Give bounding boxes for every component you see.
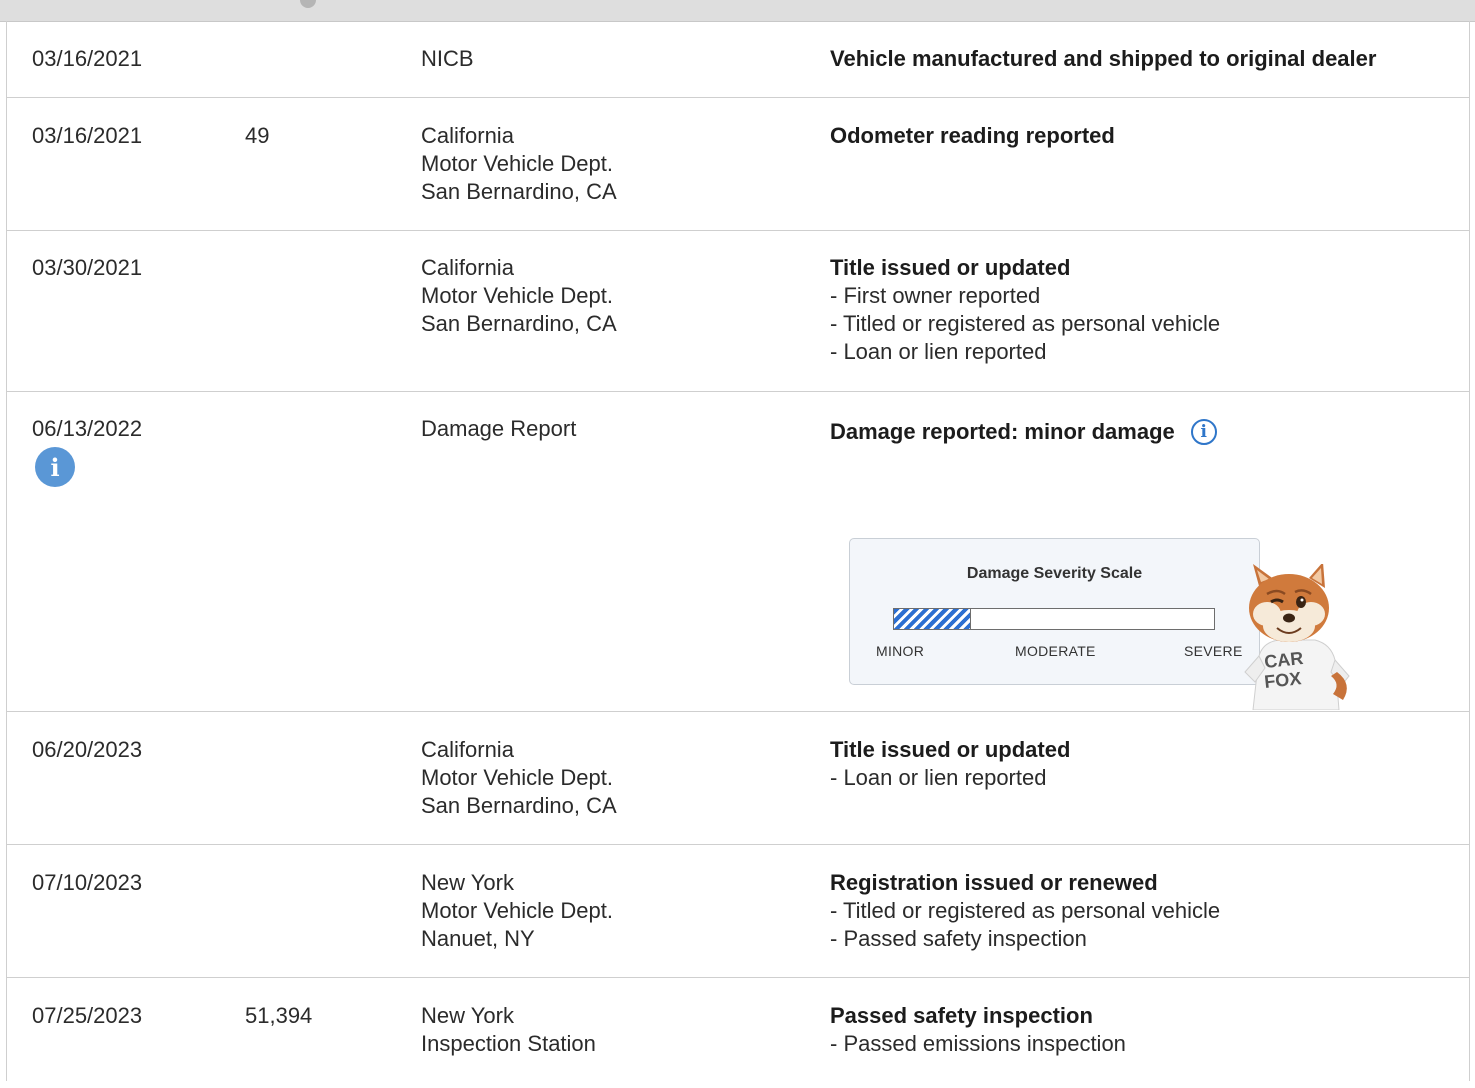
row-description (830, 254, 1460, 366)
source-line: Motor Vehicle Dept. (421, 151, 613, 176)
row-date: 06/13/2022 (32, 416, 143, 441)
event-detail: - Loan or lien reported (830, 339, 1047, 364)
event-detail: - Passed emissions inspection (830, 1031, 1126, 1056)
table-row (7, 845, 1469, 978)
source-line: Damage Report (421, 416, 577, 441)
source-line: California (421, 255, 514, 280)
severity-bar (893, 608, 1215, 630)
source-line: San Bernardino, CA (421, 179, 617, 204)
source-line: San Bernardino, CA (421, 311, 617, 336)
row-source (421, 45, 474, 73)
history-table (6, 21, 1470, 1081)
row-odometer: 49 (245, 123, 270, 148)
table-row (7, 712, 1469, 845)
event-title: Vehicle manufactured and shipped to original dealer (830, 46, 1377, 71)
scale-label-severe: SEVERE (1184, 643, 1243, 659)
row-source (421, 736, 617, 820)
table-row (7, 21, 1469, 98)
row-source (421, 415, 576, 443)
table-row (7, 231, 1469, 392)
event-title: Registration issued or renewed (830, 870, 1158, 895)
scale-title: Damage Severity Scale (966, 565, 1143, 582)
row-odometer: 51,394 (245, 1003, 313, 1028)
info-circle-outline-icon[interactable] (1191, 419, 1217, 445)
row-description (830, 869, 1460, 953)
source-line: San Bernardino, CA (421, 793, 617, 818)
source-line: Motor Vehicle Dept. (421, 283, 613, 308)
row-description (830, 122, 1460, 150)
severity-bar-fill (894, 609, 971, 629)
source-line: Inspection Station (421, 1031, 596, 1056)
event-title: Odometer reading reported (830, 123, 1115, 148)
row-date: 03/30/2021 (32, 255, 143, 280)
table-row (7, 978, 1469, 1088)
event-detail: - Titled or registered as personal vehicle (830, 898, 1221, 923)
event-detail: - First owner reported (830, 283, 1041, 308)
row-date: 07/10/2023 (32, 870, 143, 895)
event-title: Passed safety inspection (830, 1003, 1093, 1028)
source-line: Motor Vehicle Dept. (421, 765, 613, 790)
event-title: Title issued or updated (830, 737, 1071, 762)
source-line: New York (421, 870, 514, 895)
event-title: Title issued or updated (830, 255, 1071, 280)
scale-label-moderate: MODERATE (1015, 643, 1096, 659)
event-title: Damage reported: minor damage (830, 419, 1175, 444)
source-line: California (421, 737, 514, 762)
mascot-shirt-text-bottom: FOX (1263, 668, 1303, 692)
row-description (830, 418, 1460, 446)
row-description (830, 1002, 1460, 1058)
source-line: California (421, 123, 514, 148)
source-line: New York (421, 1003, 514, 1028)
row-date: 03/16/2021 (32, 123, 143, 148)
info-glyph: i (1200, 422, 1207, 442)
row-date: 06/20/2023 (32, 737, 143, 762)
source-line: Motor Vehicle Dept. (421, 898, 613, 923)
event-detail: - Passed safety inspection (830, 926, 1087, 951)
carfox-mascot-image (1237, 564, 1355, 710)
row-source (421, 254, 617, 338)
table-header-bar (0, 0, 1475, 22)
table-row (7, 392, 1469, 712)
row-source (421, 122, 617, 206)
info-circle-filled-icon[interactable] (35, 447, 75, 487)
row-source (421, 869, 613, 953)
row-date: 03/16/2021 (32, 46, 143, 71)
damage-severity-scale (849, 538, 1260, 685)
row-description (830, 736, 1460, 792)
mascot-shirt-text-top: CAR (1263, 648, 1305, 672)
row-description (830, 45, 1460, 73)
event-detail: - Titled or registered as personal vehicle (830, 311, 1221, 336)
scale-label-minor: MINOR (876, 643, 925, 659)
event-detail: - Loan or lien reported (830, 765, 1047, 790)
header-glyph-partial (300, 0, 316, 8)
source-line: NICB (421, 46, 474, 71)
info-glyph: i (50, 452, 60, 482)
source-line: Nanuet, NY (421, 926, 535, 951)
row-source (421, 1002, 596, 1058)
table-row (7, 98, 1469, 231)
row-date: 07/25/2023 (32, 1003, 143, 1028)
